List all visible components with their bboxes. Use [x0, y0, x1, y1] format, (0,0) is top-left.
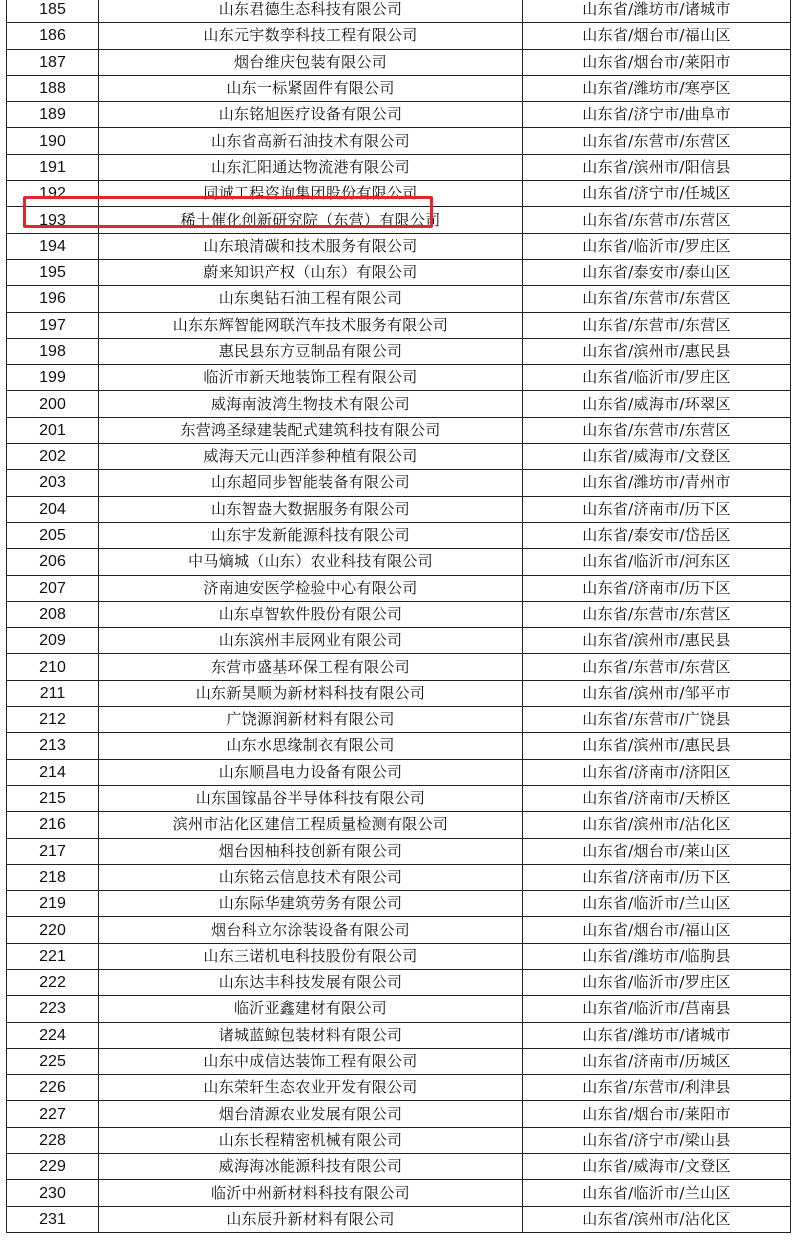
company-name-cell: 济南迪安医学检验中心有限公司 — [99, 575, 523, 601]
region-cell: 山东省/临沂市/兰山区 — [523, 1180, 791, 1206]
row-number-cell: 220 — [7, 917, 99, 943]
region-cell: 山东省/烟台市/莱阳市 — [523, 49, 791, 75]
table-row — [7, 23, 791, 49]
row-number-cell: 211 — [7, 680, 99, 706]
row-number-cell: 191 — [7, 154, 99, 180]
region-cell: 山东省/济南市/历下区 — [523, 496, 791, 522]
region-cell: 山东省/威海市/文登区 — [523, 1154, 791, 1180]
region-cell: 山东省/威海市/环翠区 — [523, 391, 791, 417]
table-row — [7, 522, 791, 548]
region-cell: 山东省/泰安市/泰山区 — [523, 259, 791, 285]
region-cell: 山东省/济南市/历下区 — [523, 864, 791, 890]
table-row — [7, 444, 791, 470]
region-cell: 山东省/烟台市/福山区 — [523, 917, 791, 943]
table-row — [7, 759, 791, 785]
company-name-cell: 诸城蓝鲸包装材料有限公司 — [99, 1022, 523, 1048]
company-name-cell: 临沂市新天地装饰工程有限公司 — [99, 365, 523, 391]
table-row — [7, 312, 791, 338]
company-name-cell: 山东东辉智能网联汽车技术服务有限公司 — [99, 312, 523, 338]
region-cell: 山东省/济南市/历城区 — [523, 1048, 791, 1074]
company-name-cell: 烟台维庆包装有限公司 — [99, 49, 523, 75]
region-cell: 山东省/临沂市/罗庄区 — [523, 233, 791, 259]
company-name-cell: 山东达丰科技发展有限公司 — [99, 969, 523, 995]
row-number-cell: 189 — [7, 102, 99, 128]
table-row — [7, 1206, 791, 1232]
company-name-cell: 山东顺昌电力设备有限公司 — [99, 759, 523, 785]
table-row — [7, 628, 791, 654]
row-number-cell: 210 — [7, 654, 99, 680]
table-row — [7, 0, 791, 23]
company-name-cell: 稀土催化创新研究院（东营）有限公司 — [99, 207, 523, 233]
table-row — [7, 943, 791, 969]
company-name-cell: 威海天元山西洋参种植有限公司 — [99, 444, 523, 470]
row-number-cell: 218 — [7, 864, 99, 890]
company-name-cell: 山东际华建筑劳务有限公司 — [99, 891, 523, 917]
company-name-cell: 烟台因柚科技创新有限公司 — [99, 838, 523, 864]
company-name-cell: 山东君德生态科技有限公司 — [99, 0, 523, 23]
company-name-cell: 同诚工程咨询集团股份有限公司 — [99, 181, 523, 207]
table-row — [7, 496, 791, 522]
row-number-cell: 213 — [7, 733, 99, 759]
row-number-cell: 209 — [7, 628, 99, 654]
company-list-table-wrapper — [6, 0, 790, 1233]
region-cell: 山东省/东营市/广饶县 — [523, 707, 791, 733]
region-cell: 山东省/东营市/东营区 — [523, 128, 791, 154]
row-number-cell: 203 — [7, 470, 99, 496]
table-row — [7, 1180, 791, 1206]
row-number-cell: 215 — [7, 785, 99, 811]
row-number-cell: 219 — [7, 891, 99, 917]
table-row — [7, 812, 791, 838]
region-cell: 山东省/滨州市/惠民县 — [523, 628, 791, 654]
company-name-cell: 山东荣轩生态农业开发有限公司 — [99, 1075, 523, 1101]
region-cell: 山东省/东营市/东营区 — [523, 654, 791, 680]
region-cell: 山东省/潍坊市/诸城市 — [523, 0, 791, 23]
row-number-cell: 194 — [7, 233, 99, 259]
region-cell: 山东省/滨州市/沾化区 — [523, 1206, 791, 1232]
region-cell: 山东省/济南市/天桥区 — [523, 785, 791, 811]
region-cell: 山东省/滨州市/邹平市 — [523, 680, 791, 706]
row-number-cell: 217 — [7, 838, 99, 864]
company-name-cell: 临沂亚鑫建材有限公司 — [99, 996, 523, 1022]
row-number-cell: 207 — [7, 575, 99, 601]
table-row — [7, 654, 791, 680]
company-name-cell: 烟台清源农业发展有限公司 — [99, 1101, 523, 1127]
row-number-cell: 195 — [7, 259, 99, 285]
region-cell: 山东省/潍坊市/青州市 — [523, 470, 791, 496]
row-number-cell: 186 — [7, 23, 99, 49]
region-cell: 山东省/临沂市/兰山区 — [523, 891, 791, 917]
table-row — [7, 1075, 791, 1101]
row-number-cell: 214 — [7, 759, 99, 785]
region-cell: 山东省/济宁市/任城区 — [523, 181, 791, 207]
row-number-cell: 188 — [7, 75, 99, 101]
region-cell: 山东省/烟台市/福山区 — [523, 23, 791, 49]
company-name-cell: 山东滨州丰辰网业有限公司 — [99, 628, 523, 654]
row-number-cell: 193 — [7, 207, 99, 233]
table-row — [7, 575, 791, 601]
company-name-cell: 山东长程精密机械有限公司 — [99, 1127, 523, 1153]
row-number-cell: 198 — [7, 338, 99, 364]
table-row — [7, 154, 791, 180]
row-number-cell: 199 — [7, 365, 99, 391]
table-row — [7, 601, 791, 627]
row-number-cell: 204 — [7, 496, 99, 522]
table-row — [7, 680, 791, 706]
region-cell: 山东省/潍坊市/诸城市 — [523, 1022, 791, 1048]
row-number-cell: 190 — [7, 128, 99, 154]
table-row — [7, 864, 791, 890]
region-cell: 山东省/滨州市/惠民县 — [523, 338, 791, 364]
row-number-cell: 225 — [7, 1048, 99, 1074]
row-number-cell: 185 — [7, 0, 99, 23]
row-number-cell: 221 — [7, 943, 99, 969]
row-number-cell: 201 — [7, 417, 99, 443]
company-list-body — [7, 0, 791, 1232]
company-name-cell: 山东超同步智能装备有限公司 — [99, 470, 523, 496]
company-name-cell: 威海南波湾生物技术有限公司 — [99, 391, 523, 417]
company-name-cell: 山东奥钻石油工程有限公司 — [99, 286, 523, 312]
row-number-cell: 227 — [7, 1101, 99, 1127]
region-cell: 山东省/东营市/利津县 — [523, 1075, 791, 1101]
table-row — [7, 1154, 791, 1180]
region-cell: 山东省/济南市/历下区 — [523, 575, 791, 601]
company-name-cell: 威海海冰能源科技有限公司 — [99, 1154, 523, 1180]
table-row — [7, 233, 791, 259]
table-row — [7, 1048, 791, 1074]
region-cell: 山东省/东营市/东营区 — [523, 417, 791, 443]
table-row — [7, 891, 791, 917]
company-name-cell: 山东一标紧固件有限公司 — [99, 75, 523, 101]
region-cell: 山东省/潍坊市/临朐县 — [523, 943, 791, 969]
row-number-cell: 226 — [7, 1075, 99, 1101]
company-name-cell: 东营市盛基环保工程有限公司 — [99, 654, 523, 680]
table-row — [7, 838, 791, 864]
row-number-cell: 231 — [7, 1206, 99, 1232]
company-name-cell: 山东新昊顺为新材料科技有限公司 — [99, 680, 523, 706]
row-number-cell: 205 — [7, 522, 99, 548]
table-row — [7, 707, 791, 733]
region-cell: 山东省/临沂市/罗庄区 — [523, 969, 791, 995]
region-cell: 山东省/济宁市/梁山县 — [523, 1127, 791, 1153]
company-name-cell: 广饶源润新材料有限公司 — [99, 707, 523, 733]
company-name-cell: 山东三诺机电科技股份有限公司 — [99, 943, 523, 969]
table-row — [7, 1022, 791, 1048]
company-name-cell: 山东中成信达装饰工程有限公司 — [99, 1048, 523, 1074]
region-cell: 山东省/东营市/东营区 — [523, 207, 791, 233]
region-cell: 山东省/烟台市/莱阳市 — [523, 1101, 791, 1127]
table-row — [7, 181, 791, 207]
company-name-cell: 山东宇发新能源科技有限公司 — [99, 522, 523, 548]
region-cell: 山东省/泰安市/岱岳区 — [523, 522, 791, 548]
table-row — [7, 733, 791, 759]
row-number-cell: 216 — [7, 812, 99, 838]
row-number-cell: 187 — [7, 49, 99, 75]
company-name-cell: 山东智盎大数据服务有限公司 — [99, 496, 523, 522]
company-list-table — [6, 0, 791, 1233]
region-cell: 山东省/威海市/文登区 — [523, 444, 791, 470]
table-row — [7, 75, 791, 101]
row-number-cell: 212 — [7, 707, 99, 733]
row-number-cell: 229 — [7, 1154, 99, 1180]
row-number-cell: 200 — [7, 391, 99, 417]
table-row — [7, 785, 791, 811]
company-name-cell: 蔚来知识产权（山东）有限公司 — [99, 259, 523, 285]
company-name-cell: 中马熵城（山东）农业科技有限公司 — [99, 549, 523, 575]
company-name-cell: 山东省高新石油技术有限公司 — [99, 128, 523, 154]
company-name-cell: 山东元宇数孪科技工程有限公司 — [99, 23, 523, 49]
table-row — [7, 391, 791, 417]
table-row — [7, 470, 791, 496]
row-number-cell: 202 — [7, 444, 99, 470]
company-name-cell: 临沂中州新材料科技有限公司 — [99, 1180, 523, 1206]
company-name-cell: 山东琅清碳和技术服务有限公司 — [99, 233, 523, 259]
row-number-cell: 208 — [7, 601, 99, 627]
region-cell: 山东省/潍坊市/寒亭区 — [523, 75, 791, 101]
region-cell: 山东省/滨州市/沾化区 — [523, 812, 791, 838]
table-row — [7, 917, 791, 943]
region-cell: 山东省/临沂市/河东区 — [523, 549, 791, 575]
table-row — [7, 49, 791, 75]
region-cell: 山东省/东营市/东营区 — [523, 286, 791, 312]
company-name-cell: 山东卓智软件股份有限公司 — [99, 601, 523, 627]
table-row — [7, 259, 791, 285]
region-cell: 山东省/临沂市/罗庄区 — [523, 365, 791, 391]
row-number-cell: 230 — [7, 1180, 99, 1206]
table-row — [7, 1127, 791, 1153]
row-number-cell: 206 — [7, 549, 99, 575]
table-row — [7, 102, 791, 128]
region-cell: 山东省/济南市/济阳区 — [523, 759, 791, 785]
row-number-cell: 222 — [7, 969, 99, 995]
table-row — [7, 286, 791, 312]
row-number-cell: 228 — [7, 1127, 99, 1153]
row-number-cell: 197 — [7, 312, 99, 338]
company-name-cell: 烟台科立尔涂装设备有限公司 — [99, 917, 523, 943]
table-row — [7, 969, 791, 995]
table-row — [7, 338, 791, 364]
region-cell: 山东省/滨州市/惠民县 — [523, 733, 791, 759]
company-name-cell: 山东铭旭医疗设备有限公司 — [99, 102, 523, 128]
row-number-cell: 196 — [7, 286, 99, 312]
company-name-cell: 山东辰升新材料有限公司 — [99, 1206, 523, 1232]
table-row — [7, 128, 791, 154]
table-row — [7, 417, 791, 443]
company-name-cell: 东营鸿圣绿建装配式建筑科技有限公司 — [99, 417, 523, 443]
table-row — [7, 365, 791, 391]
region-cell: 山东省/济宁市/曲阜市 — [523, 102, 791, 128]
company-name-cell: 惠民县东方豆制品有限公司 — [99, 338, 523, 364]
table-row — [7, 996, 791, 1022]
company-name-cell: 山东铭云信息技术有限公司 — [99, 864, 523, 890]
company-name-cell: 山东水思缘制衣有限公司 — [99, 733, 523, 759]
region-cell: 山东省/滨州市/阳信县 — [523, 154, 791, 180]
company-name-cell: 山东国镓晶谷半导体科技有限公司 — [99, 785, 523, 811]
table-row — [7, 1101, 791, 1127]
row-number-cell: 223 — [7, 996, 99, 1022]
region-cell: 山东省/临沂市/莒南县 — [523, 996, 791, 1022]
row-number-cell: 224 — [7, 1022, 99, 1048]
row-number-cell: 192 — [7, 181, 99, 207]
table-row — [7, 207, 791, 233]
region-cell: 山东省/烟台市/莱山区 — [523, 838, 791, 864]
company-name-cell: 山东汇阳通达物流港有限公司 — [99, 154, 523, 180]
region-cell: 山东省/东营市/东营区 — [523, 601, 791, 627]
company-name-cell: 滨州市沾化区建信工程质量检测有限公司 — [99, 812, 523, 838]
table-row — [7, 549, 791, 575]
region-cell: 山东省/东营市/东营区 — [523, 312, 791, 338]
